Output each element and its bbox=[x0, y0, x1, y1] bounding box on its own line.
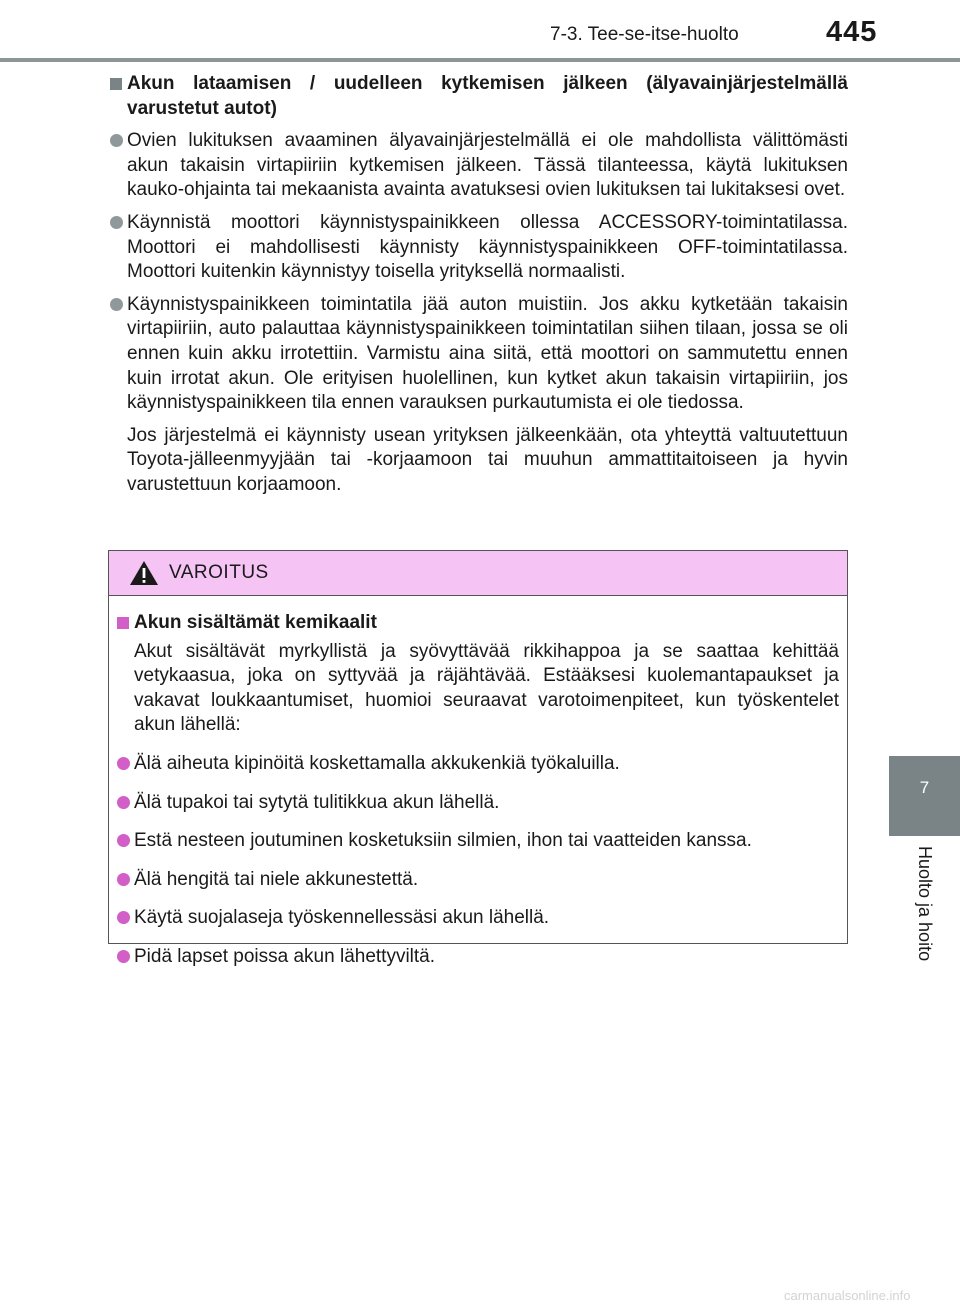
footer-watermark: carmanualsonline.info bbox=[784, 1288, 911, 1303]
warning-heading-text: Akun sisältämät kemikaalit bbox=[134, 612, 377, 633]
section-header: 7-3. Tee-se-itse-huolto bbox=[550, 24, 739, 45]
warning-heading bbox=[117, 611, 839, 636]
main-content bbox=[110, 72, 848, 498]
chapter-title-text: Huolto ja hoito bbox=[915, 846, 935, 962]
list-item bbox=[117, 906, 839, 931]
body-paragraph: Jos järjestelmä ei käynnisty usean yrityksen jälkeenkään, ota yhteyttä valtuutettuun Toyota-jälleenmyyjään tai -korjaamoon tai muuhun ammattitaitoiseen ja hyvin varustettuun korjaamoon. bbox=[127, 424, 848, 495]
list-item bbox=[117, 829, 839, 854]
bullet-dot-icon bbox=[117, 873, 130, 886]
bullet-dot-icon bbox=[117, 796, 130, 809]
bullet-dot-icon bbox=[110, 134, 123, 147]
heading-square-icon bbox=[110, 78, 122, 90]
list-item bbox=[117, 945, 839, 970]
list-item bbox=[110, 129, 848, 203]
list-item bbox=[117, 752, 839, 777]
list-item-text: Käytä suojalaseja työskennellessäsi akun lähellä. bbox=[134, 907, 550, 929]
bullet-dot-icon bbox=[117, 834, 130, 847]
section-heading bbox=[110, 72, 848, 121]
bullet-dot-icon bbox=[117, 757, 130, 770]
chapter-tab[interactable] bbox=[889, 756, 960, 836]
list-item-text: Älä tupakoi tai sytytä tulitikkua akun lähellä. bbox=[134, 791, 500, 813]
list-item bbox=[117, 868, 839, 893]
header-divider bbox=[0, 58, 960, 62]
list-item bbox=[117, 791, 839, 816]
bullet-dot-icon bbox=[110, 298, 123, 311]
list-item bbox=[110, 211, 848, 285]
warning-header bbox=[109, 551, 847, 596]
chapter-number: 7 bbox=[919, 778, 930, 797]
bullet-dot-icon bbox=[117, 911, 130, 924]
bullet-dot-icon bbox=[117, 950, 130, 963]
warning-triangle-icon bbox=[129, 560, 159, 586]
warning-body bbox=[117, 611, 839, 970]
warning-intro: Akut sisältävät myrkyllistä ja syövyttävää rikkihappoa ja se saattaa kehittää vetykaasua, joka on syttyvää ja räjähtävää. Estääksesi kuolemantapaukset ja vakavat loukkaantumiset, huomioi seuraavat varotoimenpiteet, kun työskentelet akun lähellä: bbox=[134, 640, 839, 736]
list-item-text: Pidä lapset poissa akun lähettyviltä. bbox=[134, 945, 436, 967]
page-number: 445 bbox=[826, 16, 878, 48]
list-item-text: Käynnistyspainikkeen toimintatila jää auton muistiin. Jos akku kytketään takaisin virtapiiriin, auto palauttaa käynnistyspainikkeen toimintatilan siihen tilaan, jossa se oli ennen kuin akku irrotettiin. Varmistu aina siitä, että moottori on sammutettu ennen kuin irrotat akun. Ole erityisen huolellinen, kun kytket akun takaisin virtapiiriin, jos käynnistyspainikkeen tila ennen varauksen purkautumista ei ole tiedossa. bbox=[127, 293, 848, 414]
list-item-text: Ovien lukituksen avaaminen älyavainjärjestelmällä ei ole mahdollista välittömästi akun takaisin virtapiiriin kytkemisen jälkeen. Tässä tilanteessa, käytä lukituksen kauko-ohjainta tai mekaanista avainta avatuksesi ovien lukituksen tai lukitaksesi ovet. bbox=[127, 130, 848, 201]
section-heading-text: Akun lataamisen / uudelleen kytkemisen jälkeen (älyavainjärjestelmällä varustetut autot) bbox=[127, 73, 848, 119]
bullet-dot-icon bbox=[110, 216, 123, 229]
list-item-text: Älä aiheuta kipinöitä koskettamalla akkukenkiä työkaluilla. bbox=[134, 752, 620, 774]
list-item-text: Estä nesteen joutuminen kosketuksiin silmien, ihon tai vaatteiden kanssa. bbox=[134, 830, 752, 852]
warning-title: VAROITUS bbox=[169, 562, 269, 583]
warning-box bbox=[108, 550, 848, 967]
heading-square-icon bbox=[117, 617, 129, 629]
list-item-text: Älä hengitä tai niele akkunestettä. bbox=[134, 868, 419, 890]
list-item-text: Käynnistä moottori käynnistyspainikkeen ollessa ACCESSORY-toimintatilassa. Moottori ei mahdollisesti käynnisty käynnistyspainikkeen OFF-toimintatilassa. Moottori kuitenkin käynnistyy toisella yrityksellä normaalisti. bbox=[127, 211, 848, 283]
list-item bbox=[110, 293, 848, 416]
chapter-title bbox=[889, 836, 960, 990]
